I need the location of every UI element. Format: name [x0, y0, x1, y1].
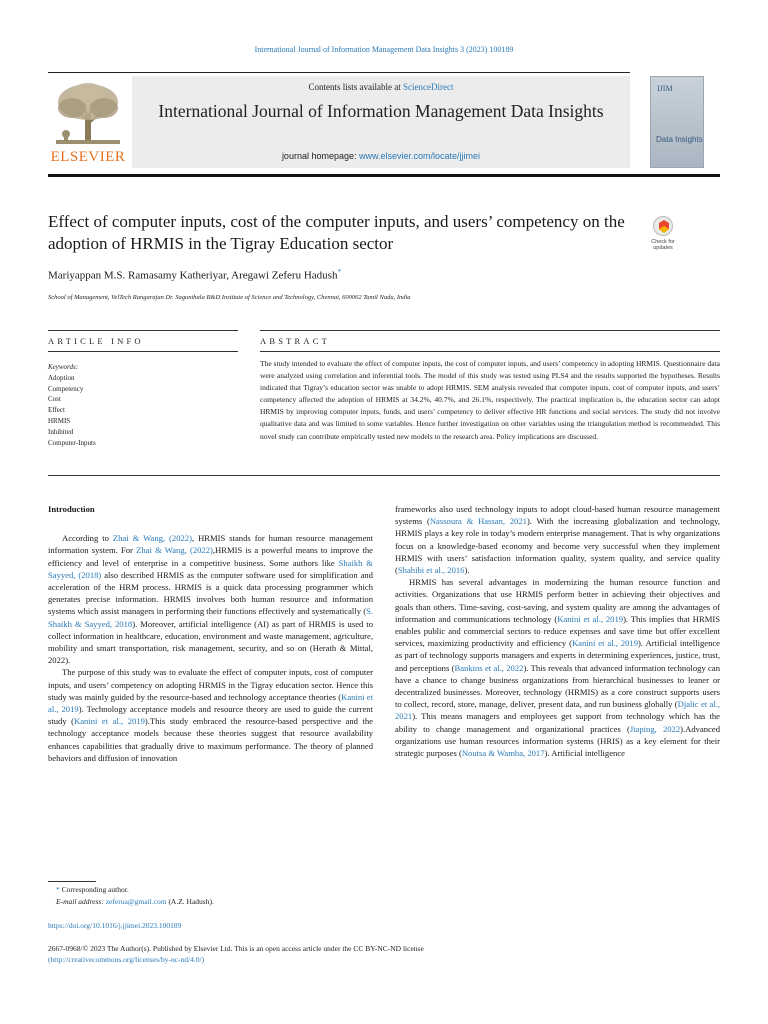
- email-suffix: (A.Z. Hadush).: [166, 896, 214, 906]
- text-run: frameworks also used technology inputs to adopt cloud-based human resource management systems (: [395, 504, 720, 527]
- citation-link[interactable]: Jiaping, 2022: [629, 723, 681, 734]
- citation-link[interactable]: Shaikh & Sayyed, (2018): [48, 557, 373, 580]
- citation-link[interactable]: Kanini et al., 2019: [74, 716, 145, 727]
- keyword-item: Competency: [48, 384, 84, 393]
- text-run: ). This means managers and employees get support from technology which has the ability to change management and organizational practices (: [395, 711, 720, 734]
- abstract-top-rule: [260, 330, 720, 331]
- text-run: ).Advanced organizations use human resources information systems (HRIS) as a key element for their strategic purposes (: [395, 723, 720, 759]
- journal-cover-thumbnail[interactable]: [650, 76, 704, 168]
- text-run: ). With the increasing globalization and technology, HRMIS plays a key role in today’s modern enterprise management. That is why organizations focus on a knowledge-based economy and become very successful when they implement HRMIS with users’ satisfaction information quality, system quality, and service quality (: [395, 516, 721, 576]
- footnote-marker: *: [56, 885, 60, 894]
- author-list: [48, 268, 341, 282]
- contents-line: [132, 82, 630, 92]
- keyword-item: Computer-Inputs: [48, 438, 96, 447]
- masthead-top-rule: [48, 72, 630, 73]
- abstract-bottom-rule: [48, 475, 720, 476]
- footnote-rule: [48, 881, 96, 882]
- citation-link[interactable]: Kanini et al., 2019: [48, 691, 373, 715]
- citation-link[interactable]: S. Shaikh & Sayyed, 2018: [48, 606, 373, 629]
- text-run: ).This study embraced the resource-based perspective and the technology acceptance models because these theories suggest that resource availability enhances capabilities that gradually drive to maximum performance. The theory of planned behaviors and diffusion of innovation: [48, 716, 373, 763]
- keyword-item: HRMIS: [48, 416, 71, 425]
- abstract-sub-rule: [260, 351, 720, 352]
- license-notice: [48, 943, 424, 965]
- cover-title: Data Insights: [656, 135, 703, 144]
- text-run: HRMIS has several advantages in modernizing the human resource function and activities. Organizations that use HRMIS perform better in achieving their objectives and goals than others. Time-saving, cost-saving, and system quality are among the advantages of information and communications technology (: [395, 577, 720, 624]
- keywords-block: [48, 362, 238, 448]
- email-line: [56, 896, 214, 908]
- check-for-updates-badge[interactable]: [645, 214, 681, 256]
- keyword-item: Cost: [48, 395, 61, 404]
- text-run: ). Moreover, artificial intelligence (AI) as part of HRMIS is used to collect information in healthcare, education, environment and waste management, agriculture, mobility and smart transportation, risk management, security, and so on (Herath & Mittal, 2022).: [48, 618, 373, 666]
- elsevier-tree-icon: [52, 80, 124, 148]
- license-line: 2667-0968/© 2023 The Author(s). Published by Elsevier Ltd. This is an open access article under the CC BY-NC-ND license: [48, 944, 424, 953]
- abstract-text: The study intended to evaluate the effect of computer inputs, the cost of computer inputs, and users’ competency in adopting HRMIS. Questionnaire data were analyzed using correlation and inferential tools. The model of this study was tested using PLS4 and the results supported the hypotheses. Results indicated that Tigray’s education sector was unable to adopt HRMIS. SEM analysis revealed that computer inputs, cost of computer inputs, and users’ competency affected the adoption of HRMIS at 34.2%, 40.7%, and 26.1%, respectively. The practical implication is, the education sector can adopt HRMIS by improving computer inputs, funds, and users’ competency to deliver effective HR functions and social services. The study did not involve qualitative data and was limited to some variables. Hence further investigation on other variables using the triangulation method is recommended. This novel study can contribute empirically tested new models to the research area. Policy implications are discussed.: [260, 359, 720, 441]
- citation-link[interactable]: Noutsa & Wamba, 2017: [461, 748, 545, 759]
- text-run: ). Artificial intelligence: [544, 748, 625, 759]
- text-run: ). This reveals that advanced information technology can have a chance to change business organizations from hierarchical businesses to leaner or decentralized businesses. Moreover, technology (HRMIS) as a core construct supports users to collect, record, store, manage, deliver, present data, and run business globally (: [395, 662, 720, 710]
- authors-text: Mariyappan M.S. Ramasamy Katheriyar, Aregawi Zeferu Hadush: [48, 269, 338, 282]
- crossmark-glyph-icon: [654, 217, 674, 237]
- contents-prefix: Contents lists available at: [308, 82, 403, 92]
- email-link[interactable]: zeferua@gmail.com: [105, 896, 167, 906]
- citation-link[interactable]: Zhai & Wang, (2022): [136, 545, 213, 556]
- text-run: ). This implies that HRMIS enables public and commercial sectors to reduce expenses and save time but offer excellent services, maximizing productivity and efficiency (: [395, 613, 720, 649]
- journal-homepage-link[interactable]: www.elsevier.com/locate/jjimei: [359, 151, 481, 161]
- corresponding-author-note: [56, 884, 214, 896]
- intro-paragraph-4: [395, 576, 720, 759]
- citation-link[interactable]: Kanini et al., 2019: [571, 638, 639, 649]
- running-head[interactable]: International Journal of Information Management Data Insights 3 (2023) 100189: [254, 45, 514, 54]
- article-info-sub-rule: [48, 351, 238, 352]
- citation-link[interactable]: Zhai & Wang, (2022): [112, 533, 192, 544]
- article-info-top-rule: [48, 330, 238, 331]
- text-run: also described HRMIS as the computer software used for simplification and acceleration of the HRM process. HRMIS is a quick data processing programmer which generates precise information. HRMIS involves both human resource and information systems which assist managers in performing their functions effectively and systematically (: [48, 569, 373, 617]
- masthead-bottom-rule: [48, 174, 720, 177]
- doi-link[interactable]: https://doi.org/10.1016/j.jjimei.2023.100189: [48, 921, 182, 930]
- article-title: Effect of computer inputs, cost of the computer inputs, and users’ competency on the adoption of HRMIS in the Tigray Education sector: [48, 212, 625, 253]
- intro-paragraph-2: [48, 666, 373, 764]
- article-info-heading: ARTICLE INFO: [48, 336, 144, 346]
- author-affiliation: School of Management, VelTech Rangarajan Dr. Sagunthala R&D Institute of Science and Technology, Chennai, 600062 Tamil Nadu, India: [48, 294, 411, 301]
- body-column-right: [395, 503, 720, 759]
- corresponding-author-marker[interactable]: *: [337, 268, 341, 276]
- text-run: , HRMIS stands for human resource management information system. For: [48, 533, 373, 556]
- body-column-left: [48, 503, 373, 764]
- text-run: ,HRMIS is a powerful means to improve the efficiency and level of enterprise in a competitive business. Some authors like: [48, 545, 373, 568]
- license-link[interactable]: (http://creativecommons.org/licenses/by-nc-nd/4.0/): [48, 955, 205, 964]
- elsevier-wordmark: ELSEVIER: [50, 149, 126, 165]
- text-run: The purpose of this study was to evaluate the effect of computer inputs, cost of computer inputs, and users’ competency on adopting HRMIS in the Tigray education sector. Hence this study was mainly guided by the resource-based and technology acceptance theories (: [48, 667, 373, 702]
- citation-link[interactable]: Bankins et al., 2022: [454, 662, 524, 673]
- homepage-line: [132, 151, 630, 161]
- citation-link[interactable]: Kanini et al., 2019: [557, 613, 624, 624]
- intro-paragraph-1: [48, 532, 373, 666]
- journal-title: International Journal of Information Management Data Insights: [158, 101, 604, 121]
- keywords-label: Keywords:: [48, 363, 79, 371]
- crossmark-label: Check for updates: [651, 239, 675, 251]
- footnote: [48, 884, 214, 907]
- text-run: According to: [62, 533, 113, 544]
- email-label: E-mail address:: [56, 896, 106, 906]
- keyword-item: Adoption: [48, 373, 75, 382]
- elsevier-logo[interactable]: [48, 80, 128, 166]
- abstract-heading: ABSTRACT: [260, 336, 330, 346]
- footnote-text: Corresponding author.: [61, 885, 129, 894]
- sciencedirect-link[interactable]: ScienceDirect: [403, 82, 454, 92]
- keyword-item: Inhibited: [48, 427, 74, 436]
- citation-link[interactable]: Shahibi et al., 2016: [397, 565, 465, 576]
- introduction-heading: Introduction: [48, 504, 95, 514]
- citation-link[interactable]: Djalic et al., 2021: [395, 699, 720, 722]
- cover-abbreviation: IJIM: [657, 84, 673, 93]
- intro-paragraph-3: [395, 503, 720, 576]
- citation-link[interactable]: Nassoura & Hassan, 2021: [429, 516, 527, 527]
- keyword-item: Effect: [48, 406, 65, 415]
- crossmark-icon: [653, 216, 673, 236]
- homepage-prefix: journal homepage:: [281, 151, 359, 161]
- text-run: ). Artificial intelligence as part of technology supports managers and experts in determining experiences, justice, trust, and perceptions (: [395, 638, 720, 673]
- journal-masthead: [132, 76, 630, 168]
- text-run: ). Technology acceptance models and resource theory are used to guide the current study (: [48, 704, 373, 727]
- text-run: ).: [464, 565, 470, 576]
